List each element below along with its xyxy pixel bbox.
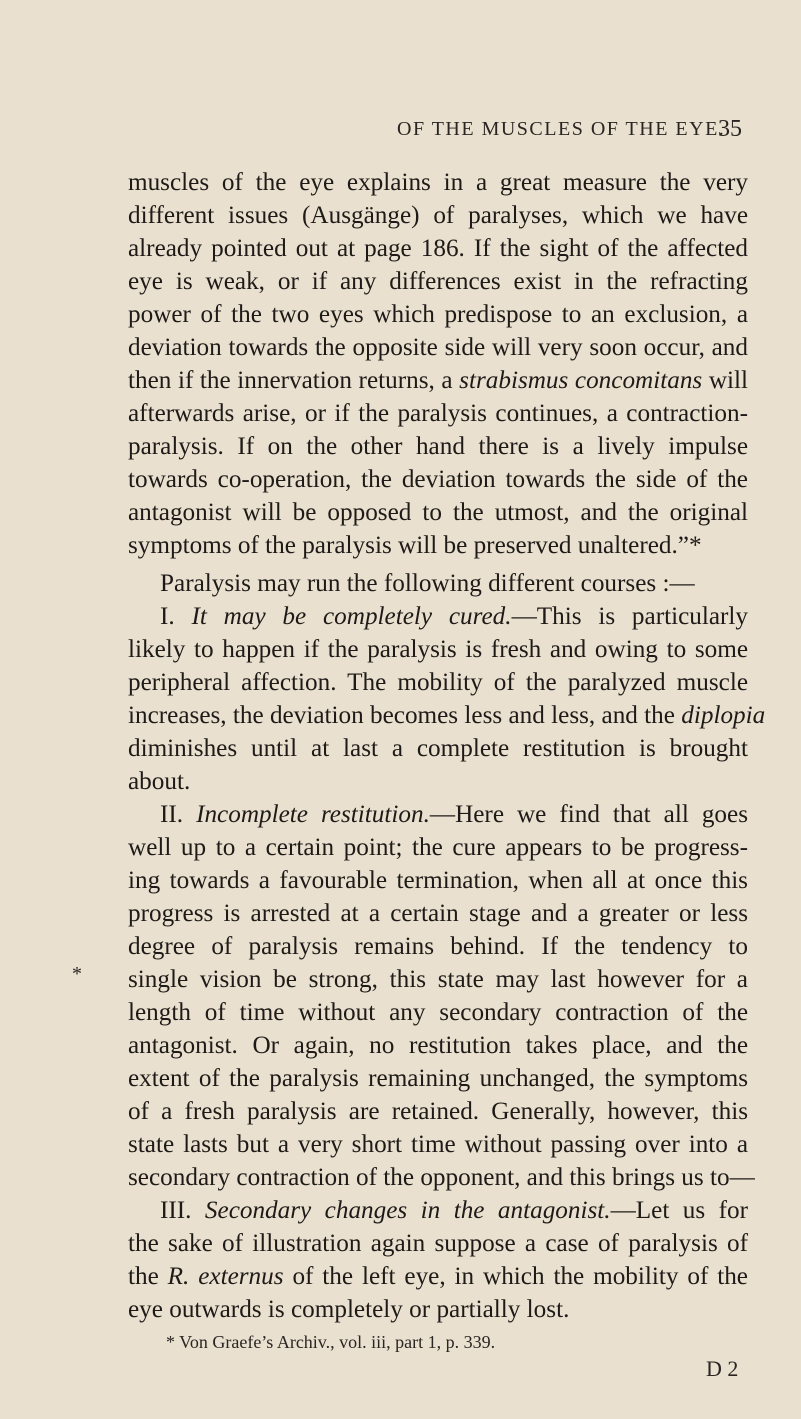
margin-asterisk-mark: *	[72, 963, 82, 985]
italic-term: diplopia	[681, 702, 766, 729]
italic-term: R. externus	[167, 1263, 284, 1290]
text-line: single vision be strong, this state may last however for a	[128, 966, 748, 993]
italic-heading: Incomplete restitution.	[196, 801, 430, 828]
text-line: power of the two eyes which predispose to an exclusion, a	[128, 301, 748, 328]
text-line: afterwards arise, or if the paralysis continues, a contraction-	[128, 400, 748, 427]
text-line: then if the innervation returns, a strabismus concomitans will	[128, 367, 748, 394]
text-line: likely to happen if the paralysis is fresh and owing to some	[128, 636, 748, 663]
text-line: paralysis. If on the other hand there is a lively impulse	[128, 433, 748, 460]
text-line: increases, the deviation becomes less and less, and the diplopia	[128, 702, 766, 729]
text-line: symptoms of the paralysis will be preserved unaltered.”*	[128, 532, 702, 559]
text-line: antagonist. Or again, no restitution takes place, and the	[128, 1032, 748, 1059]
text-line: state lasts but a very short time without passing over into a	[128, 1131, 748, 1158]
footnote: * Von Graefe’s Archiv., vol. iii, part 1, p. 339.	[166, 1332, 496, 1352]
italic-heading: It may be completely cured.	[191, 603, 512, 630]
text-line: eye is weak, or if any differences exist in the refracting	[128, 268, 748, 295]
text-line: III. Secondary changes in the antagonist.—Let us for	[160, 1197, 749, 1224]
italic-heading: Secondary changes in the antagonist.	[204, 1197, 611, 1224]
text-line: already pointed out at page 186. If the sight of the affected	[128, 235, 748, 262]
running-title: OF THE MUSCLES OF THE EYE.	[397, 118, 726, 140]
text-line: about.	[128, 768, 191, 795]
text-line: eye outwards is completely or partially lost.	[128, 1296, 570, 1323]
text-line: I. It may be completely cured.—This is particularly	[160, 603, 749, 630]
text-line: diminishes until at last a complete restitution is brought	[128, 735, 748, 762]
text-line: II. Incomplete restitution.—Here we find that all goes	[160, 801, 748, 828]
text-line: muscles of the eye explains in a great measure the very	[128, 169, 748, 196]
text-line: peripheral affection. The mobility of the paralyzed muscle	[128, 669, 748, 696]
text-line: ing towards a favourable termination, when all at once this	[128, 867, 748, 894]
text-line: progress is arrested at a certain stage and a greater or less	[128, 900, 748, 927]
text-line: the R. externus of the left eye, in which the mobility of the	[128, 1263, 748, 1290]
text-line: length of time without any secondary contraction of the	[128, 999, 748, 1026]
signature-mark: D 2	[706, 1356, 739, 1381]
page-number: 35	[718, 116, 742, 142]
italic-term: strabismus concomitans	[459, 367, 703, 394]
text-line: secondary contraction of the opponent, and this brings us to—	[128, 1164, 755, 1191]
text-line: deviation towards the opposite side will very soon occur, and	[128, 334, 748, 361]
text-line: the sake of illustration again suppose a case of paralysis of	[128, 1230, 748, 1257]
text-line: antagonist will be opposed to the utmost, and the original	[128, 499, 748, 526]
text-line: towards co-operation, the deviation towards the side of the	[128, 466, 748, 493]
text-line: degree of paralysis remains behind. If the tendency to	[128, 933, 748, 960]
text-line: extent of the paralysis remaining unchanged, the symptoms	[128, 1065, 748, 1092]
text-line: different issues (Ausgänge) of paralyses, which we have	[128, 202, 748, 229]
text-line: of a fresh paralysis are retained. Generally, however, this	[128, 1098, 748, 1125]
text-line: well up to a certain point; the cure appears to be progress-	[128, 834, 748, 861]
text-line: Paralysis may run the following different courses :—	[160, 570, 695, 597]
